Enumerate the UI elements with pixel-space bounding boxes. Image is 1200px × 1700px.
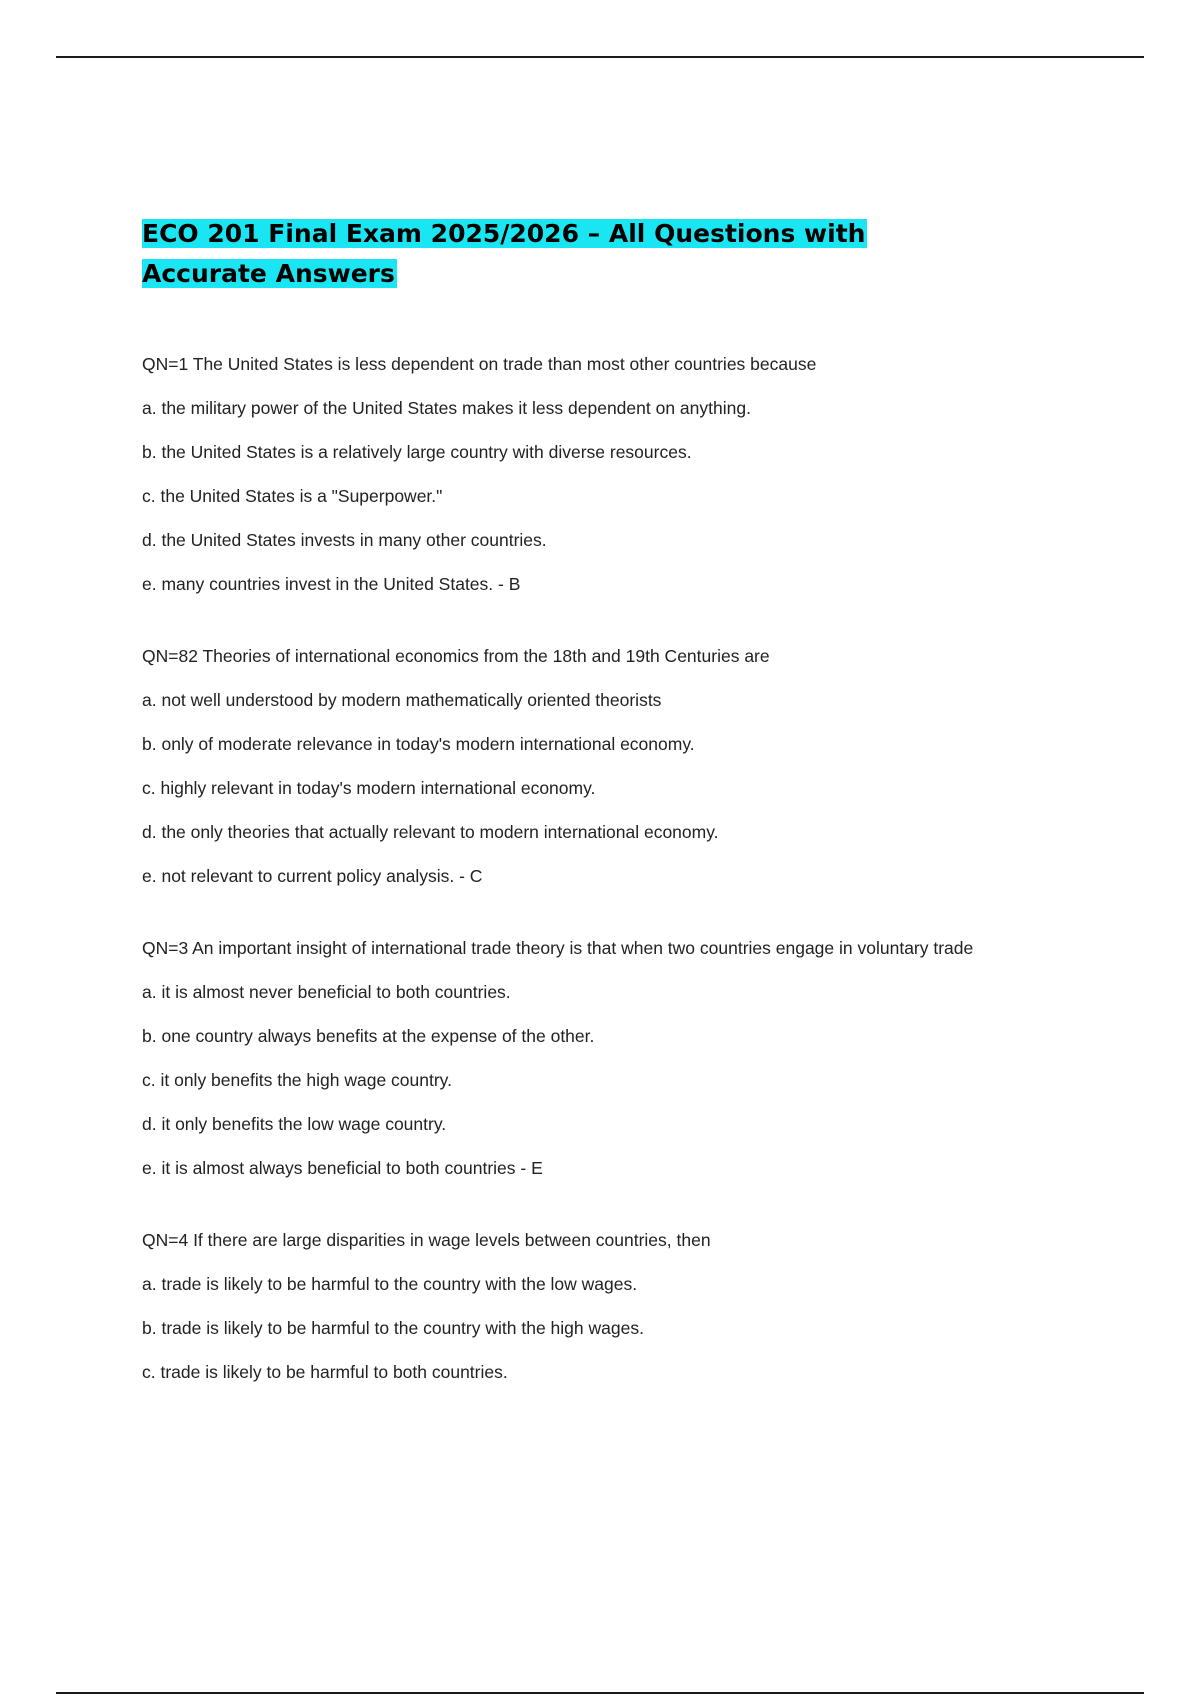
answer-option-e: e. many countries invest in the United States. - B (142, 574, 521, 594)
answer-option-a: a. not well understood by modern mathematically oriented theorists (142, 690, 662, 710)
answer-option-b: b. trade is likely to be harmful to the country with the high wages. (142, 1318, 644, 1338)
question-block (142, 934, 1082, 1182)
answer-option-b: b. the United States is a relatively large country with diverse resources. (142, 442, 692, 462)
question-stem: QN=1 The United States is less dependent on trade than most other countries because (142, 354, 817, 374)
footer-rule (56, 1692, 1144, 1694)
answer-option-d: d. the only theories that actually relevant to modern international economy. (142, 822, 719, 842)
answer-option-a: a. the military power of the United States makes it less dependent on anything. (142, 398, 751, 418)
answer-option-a: a. it is almost never beneficial to both countries. (142, 982, 511, 1002)
question-block (142, 1226, 1082, 1386)
header-rule (56, 56, 1144, 58)
answer-option-c: c. highly relevant in today's modern international economy. (142, 778, 596, 798)
question-stem: QN=4 If there are large disparities in wage levels between countries, then (142, 1230, 711, 1250)
answer-option-d: d. it only benefits the low wage country. (142, 1114, 447, 1134)
answer-option-e: e. not relevant to current policy analysis. - C (142, 866, 483, 886)
answer-option-d: d. the United States invests in many other countries. (142, 530, 547, 550)
answer-option-c: c. the United States is a "Superpower." (142, 486, 443, 506)
question-stem: QN=82 Theories of international economics from the 18th and 19th Centuries are (142, 646, 770, 666)
document-title (142, 214, 942, 294)
document-title-text: ECO 201 Final Exam 2025/2026 – All Questions with Accurate Answers (142, 219, 866, 288)
document-body (142, 214, 1082, 1402)
question-block (142, 642, 1082, 890)
answer-option-b: b. only of moderate relevance in today's modern international economy. (142, 734, 695, 754)
answer-option-e: e. it is almost always beneficial to both countries - E (142, 1158, 543, 1178)
question-stem: QN=3 An important insight of international trade theory is that when two countries engage in voluntary trade (142, 938, 974, 958)
question-block (142, 350, 1082, 598)
answer-option-b: b. one country always benefits at the expense of the other. (142, 1026, 595, 1046)
answer-option-c: c. it only benefits the high wage country. (142, 1070, 452, 1090)
answer-option-c: c. trade is likely to be harmful to both countries. (142, 1362, 508, 1382)
answer-option-a: a. trade is likely to be harmful to the country with the low wages. (142, 1274, 638, 1294)
